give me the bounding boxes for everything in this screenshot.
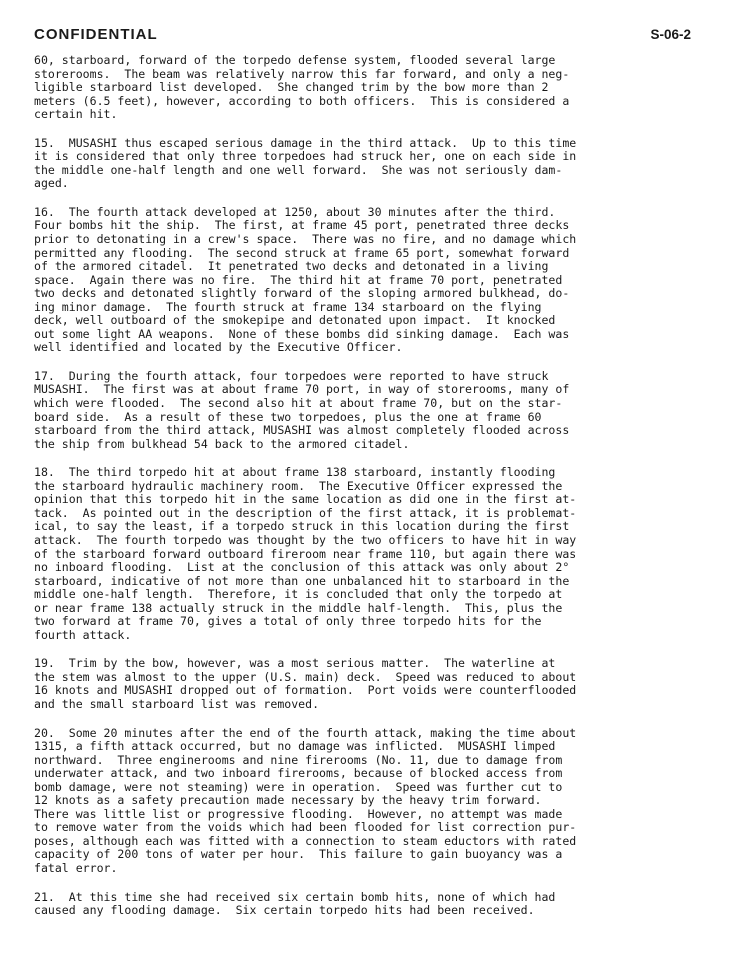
paragraph-18: 18. The third torpedo hit at about frame 138 starboard, instantly flooding the starboard hydraulic machinery room. The Executive Officer expressed the opinion that this torpedo hit in the same location as did one in the first at- tack. As pointed out in the description of the first attack, it is problemat- ical, to say the least, if a torpedo struck in this location during the first attack. The fourth torpedo was thought by the two officers to have hit in way of the starboard forward outboard fireroom near frame 110, but again there was no inboard flooding. List at the conclusion of this attack was only about 2° starboard, indicative of not more than one unbalanced hit to starboard in the middle one-half length. Therefore, it is concluded that only the torpedo at or near frame 138 actually struck in the middle half-length. This, plus the two forward at frame 70, gives a total of only three torpedo hits for the fourth attack. <box>34 465 577 642</box>
paragraph-19: 19. Trim by the bow, however, was a most serious matter. The waterline at the stem was almost to the upper (U.S. main) deck. Speed was reduced to about 16 knots and MUSASHI dropped out of formation. Port voids were counterflooded and the small starboard list was removed. <box>34 656 577 711</box>
paragraph-16: 16. The fourth attack developed at 1250, about 30 minutes after the third. Four bombs hit the ship. The first, at frame 45 port, penetrated three decks prior to detonating in a crew's space. There was no fire, and no damage which permitted any flooding. The second struck at frame 65 port, somewhat forward of the armored citadel. It penetrated two decks and detonated in a living space. Again there was no fire. The third hit at frame 70 port, penetrated two decks and detonated slightly forward of the sloping armored bulkhead, do- ing minor damage. The fourth struck at frame 134 starboard on the flying deck, well outboard of the smokepipe and detonated upon impact. It knocked out some light AA weapons. None of these bombs did sinking damage. Each was well identified and located by the Executive Officer. <box>34 204 577 355</box>
paragraph-14-continued: 60, starboard, forward of the torpedo defense system, flooded several large storerooms. The beam was relatively narrow this far forward, and only a neg- ligible starboard list developed. She changed trim by the bow more than 2 meters (6.5 feet), however, according to both officers. This is considered a certain hit. <box>34 53 570 122</box>
paragraph-17: 17. During the fourth attack, four torpedoes were reported to have struck MUSASHI. The first was at about frame 70 port, in way of storerooms, many of which were flooded. The second also hit at about frame 70, but on the star- board side. As a result of these two torpedoes, plus the one at frame 60 starboard from the third attack, MUSASHI was almost completely flooded across the ship from bulkhead 54 back to the armored citadel. <box>34 368 570 451</box>
paragraph-21: 21. At this time she had received six certain bomb hits, none of which had caused any flooding damage. Six certain torpedo hits had been received. <box>34 889 556 918</box>
paragraph-15: 15. MUSASHI thus escaped serious damage in the third attack. Up to this time it is considered that only three torpedoes had struck her, one on each side in the middle one-half length and one well forward. She was not seriously dam- aged. <box>34 135 577 191</box>
paragraph-20: 20. Some 20 minutes after the end of the fourth attack, making the time about 1315, a fifth attack occurred, but no damage was inflicted. MUSASHI limped northward. Three enginerooms and nine firerooms (No. 11, due to damage from underwater attack, and two inboard firerooms, because of blocked access from bomb damage, were not steaming) were in operation. Speed was further cut to 12 knots as a safety precaution made necessary by the heavy trim forward. There was little list or progressive flooding. However, no attempt was made to remove water from the voids which had been flooded for list correction pur- poses, although each was fitted with a connection to steam eductors with rated capacity of 200 tons of water per hour. This failure to gain buoyancy was a fatal error. <box>34 725 577 875</box>
page-header <box>34 26 717 54</box>
classification-marking: CONFIDENTIAL <box>34 26 158 43</box>
document-number: S-06-2 <box>650 27 691 42</box>
